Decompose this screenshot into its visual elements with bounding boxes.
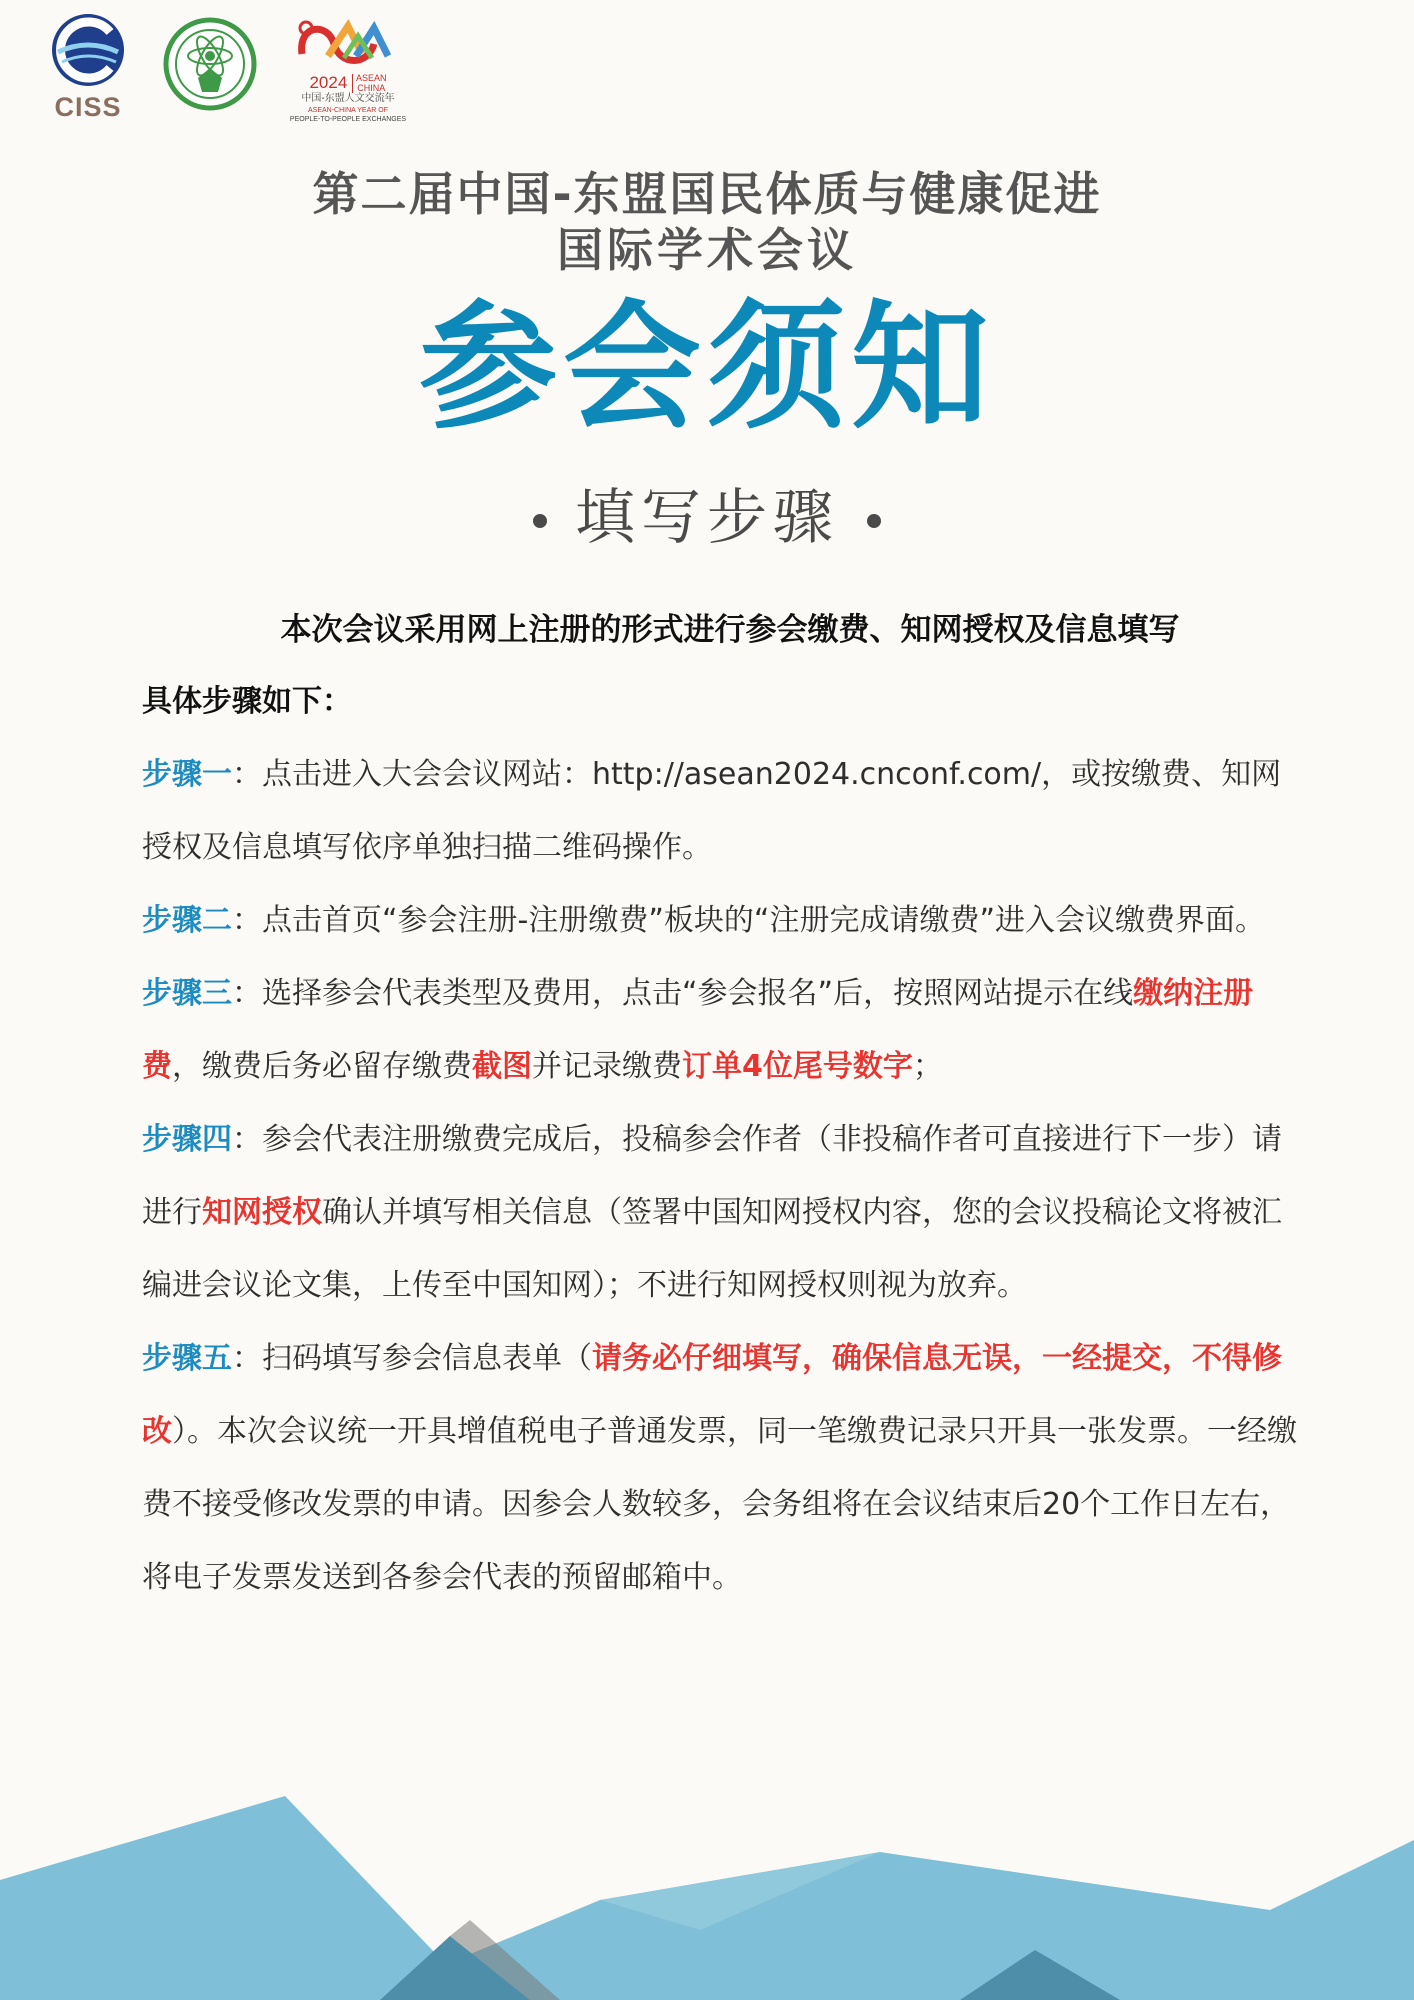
step-3-label: 步骤三 [142, 976, 232, 1011]
step-4-text-2: 确认并填写相关信息（签署中国知网授权内容，您的会议投稿论文将被汇编进会议论文集，上传至中国知网）；不进行知网授权则视为放弃。 [142, 1195, 1282, 1303]
bullet-dot-right [867, 514, 881, 528]
step-5-text-2: ）。本次会议统一开具增值税电子普通发票，同一笔缴费记录只开具一张发票。一经缴费不接受修改发票的申请。因参会人数较多，会务组将在会议结束后20个工作日左右，将电子发票发送到各参会代表的预留邮箱中。 [142, 1414, 1297, 1595]
step-4 [142, 1103, 1304, 1322]
asean-logo-en1: ASEAN-CHINA YEAR OF [307, 107, 388, 114]
step-2-text: ：点击首页“参会注册-注册缴费”板块的“注册完成请缴费”进入会议缴费界面。 [232, 903, 1265, 938]
step-5 [142, 1322, 1304, 1614]
step-2-label: 步骤二 [142, 903, 232, 938]
steps-list [142, 738, 1304, 1614]
step-2 [142, 884, 1304, 957]
step-3-text-2: ，缴费后务必留存缴费 [172, 1049, 472, 1084]
asean-logo-tag2: CHINA [357, 82, 386, 93]
bullet-dot-left [533, 514, 547, 528]
step-3-highlight-1: 缴纳注册费 [142, 976, 1254, 1084]
mountain-left [0, 1796, 480, 2000]
ciss-logo-text: CISS [54, 92, 122, 122]
asean-china-year-icon [288, 14, 408, 74]
main-title: 参会须知 [418, 287, 995, 448]
conference-title-line1: 第二届中国-东盟国民体质与健康促进 [312, 167, 1102, 221]
asean-logo-cn: 中国-东盟人文交流年 [301, 93, 395, 104]
asean-china-logo [288, 14, 408, 124]
step-3-text-3: 并记录缴费 [532, 1049, 682, 1084]
step-5-text-1: ：扫码填写参会信息表单（ [232, 1341, 592, 1376]
steps-lead: 具体步骤如下： [142, 684, 352, 719]
step-5-label: 步骤五 [142, 1341, 232, 1376]
subtitle-text: 填写步骤 [575, 483, 839, 553]
asean-logo-tag1: ASEAN [356, 73, 387, 84]
step-4-text-1: ：参会代表注册缴费完成后，投稿参会作者（非投稿作者可直接进行下一步）请进行 [142, 1122, 1282, 1230]
step-3-text-4: ； [912, 1049, 943, 1084]
step-3-text-1: ：选择参会代表类型及费用，点击“参会报名”后，按照网站提示在线 [232, 976, 1134, 1011]
step-5-highlight: 请务必仔细填写，确保信息无误，一经提交，不得修改 [142, 1341, 1282, 1449]
cssa-logo-icon [162, 16, 258, 112]
ciss-logo-icon [44, 12, 132, 92]
subtitle [0, 470, 1414, 556]
step-1-label: 步骤一 [142, 757, 232, 792]
step-4-highlight: 知网授权 [202, 1195, 322, 1230]
mountain-decoration [0, 1760, 1414, 2000]
step-3 [142, 957, 1304, 1103]
step-1-text: ：点击进入大会会议网站：http://asean2024.cnconf.com/，或按缴费、知网授权及信息填写依序单独扫描二维码操作。 [142, 757, 1282, 865]
cssa-logo [162, 16, 258, 112]
step-3-highlight-3: 订单4位尾号数字 [682, 1049, 913, 1084]
asean-logo-year: 2024 [309, 73, 348, 92]
intro-text: 本次会议采用网上注册的形式进行参会缴费、知网授权及信息填写 [280, 612, 1180, 648]
step-3-highlight-2: 截图 [472, 1049, 532, 1084]
step-4-label: 步骤四 [142, 1122, 232, 1157]
step-1 [142, 738, 1304, 884]
asean-logo-en2: PEOPLE-TO-PEOPLE EXCHANGES [289, 116, 407, 123]
ciss-logo [44, 12, 132, 122]
conference-title-line2: 国际学术会议 [557, 223, 857, 277]
